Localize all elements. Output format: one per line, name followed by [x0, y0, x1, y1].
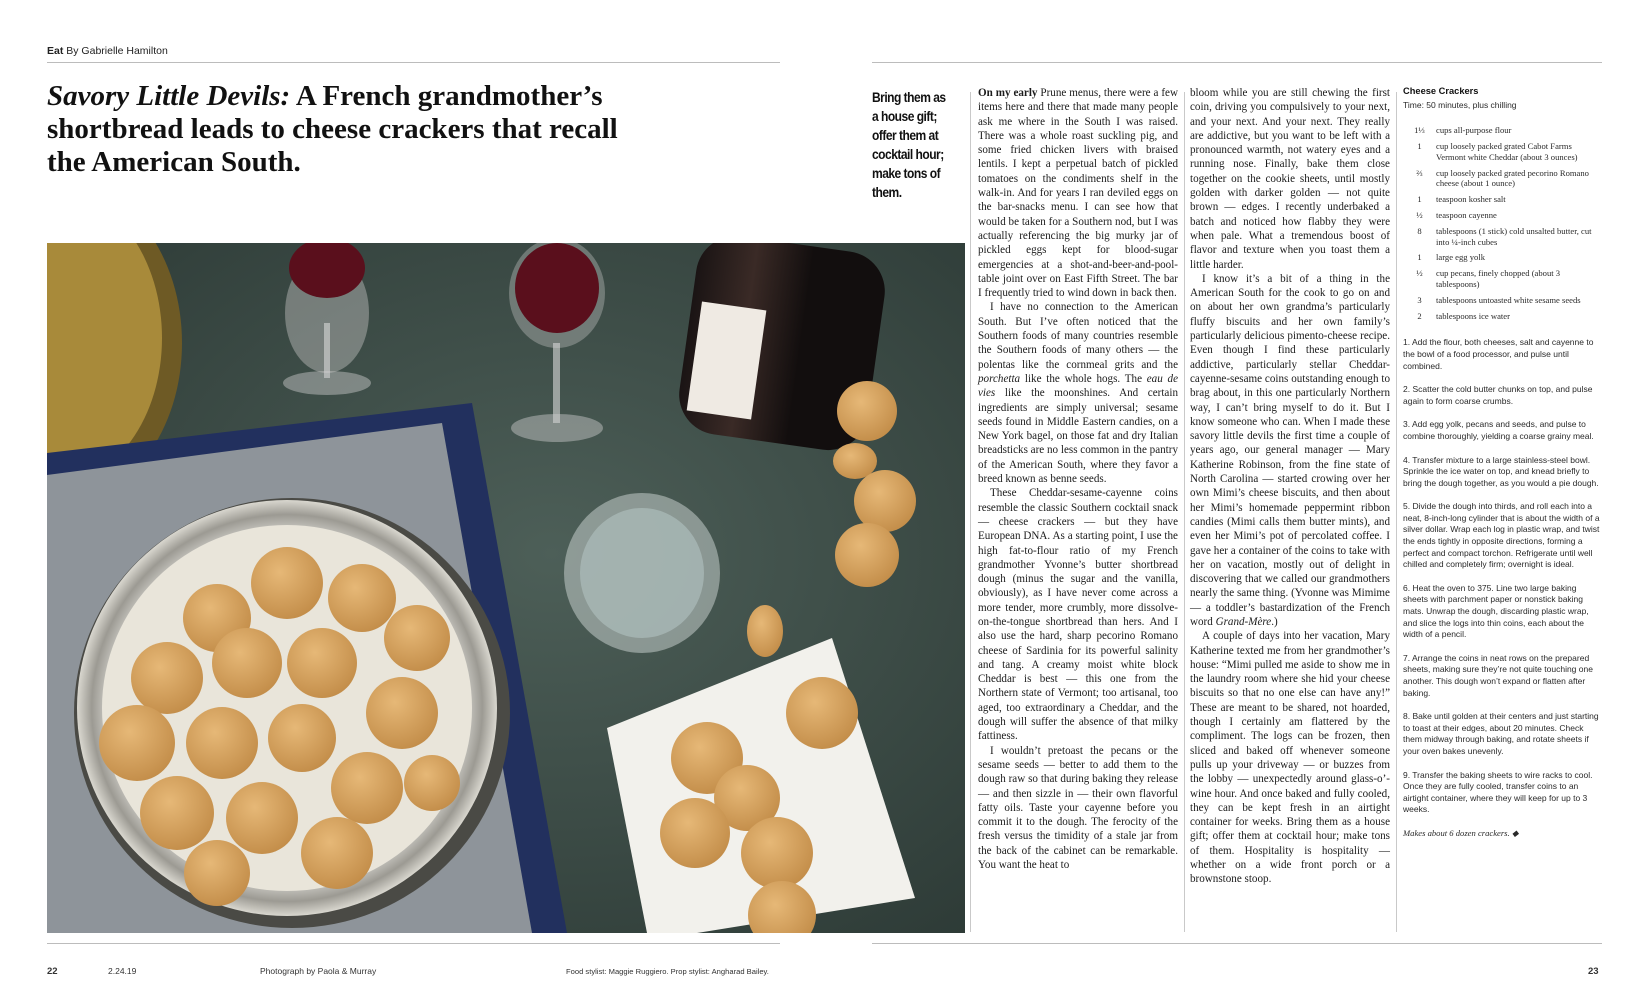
- article-paragraph: I wouldn’t pretoast the pecans or the sesame seeds — better to add them to the dough raw so that during baking they release — and then sizzle in — their own flavorful fatty oils. Taste your cayenne before you commit it to the dough. The ferocity of the fresh versus the timidity of a stale jar from the back of the cabinet can be remarkable. You want the heat to: [978, 744, 1178, 872]
- ingredient-item: 8 tablespoons (1 stick) cold unsalted butter, cut into ¼-inch cubes: [1417, 225, 1592, 247]
- left-page-number: 22: [47, 966, 58, 977]
- right-footer-rule: [872, 943, 1602, 944]
- recipe-step: 1. Add the flour, both cheeses, salt and cayenne to the bowl of a food processor, and pulse until combined.: [1403, 337, 1594, 371]
- byline: By Gabrielle Hamilton: [66, 45, 168, 57]
- pull-quote: Bring them as a house gift; offer them at cocktail hour; make tons of them.: [872, 89, 946, 200]
- lead-in: On my early: [978, 87, 1038, 99]
- recipe-step: 5. Divide the dough into thirds, and roll each into a neat, 8-inch-long cylinder that is about the width of a silver dollar. Wrap each log in plastic wrap, and twist the ends tightly in opposite directions, forming a perfect and compact torchon. Refrigerate until well chilled and completely firm; overnight is ideal.: [1403, 501, 1600, 570]
- ingredient-item: 1 large egg yolk: [1417, 252, 1486, 263]
- left-footer-rule: [47, 943, 780, 944]
- article-paragraph: On my early Prune menus, there were a few items here and there that made many people ask me where in the South I was raised. There was a whole roast suckling pig, and some fried chicken livers with braised lentils. I kept a perpetual batch of pickled tomatoes on the condiments shelf in the walk-in. And for years I ran deviled eggs on the bar-snacks menu. I can see how that would be taken for a Southern nod, but I was actually referencing the big murky jar of pickled eggs kept for blood-sugar emergencies at a shot-and-beer-and-pool-table joint over on East Fifth Street. The bar I frequently tried to wind down in back then.: [978, 87, 1178, 300]
- stylist-credit: Food stylist: Maggie Ruggiero. Prop stylist: Angharad Bailey.: [566, 967, 769, 976]
- ingredient-item: 1⅓ cups all-purpose flour: [1414, 125, 1512, 136]
- ingredient-item: 1 cup loosely packed grated Cabot Farms Vermont white Cheddar (about 3 ounces): [1417, 140, 1578, 162]
- recipe-step: 4. Transfer mixture to a large stainless-steel bowl. Sprinkle the ice water on top, and knead briefly to bring the dough together, as you would a pie dough.: [1403, 454, 1599, 488]
- ingredient-item: 3 tablespoons untoasted white sesame seeds: [1417, 294, 1581, 305]
- article-paragraph: I know it’s a bit of a thing in the American South for the cook to go on and on about her own grandma’s particularly fluffy biscuits and her own family’s particularly delicious pimento-cheese recipe. Even though I find these particularly addictive, particularly stellar Cheddar-cayenne-sesame coins outstanding enough to brag about, in this one particularly Northern way, I can’t bring myself to do it. But I know someone who can. When I made these savory little devils the first time a couple of years ago, our general manager — Mary Katherine Robinson, from the fine state of North Carolina — started crowing over her own Mimi’s cheese biscuits, and then about her Mimi’s homemade peppermint ribbon candies (Mimi calls them butter mints), and even her Mimi’s pot of percolated coffee. I gave her a container of the coins to take with her on vacation, mostly out of delight in discovering that we called our grandmothers nearly the same thing. (Yvonne was Mimime — a toddler’s bastardization of the French word Grand-Mère.): [1190, 272, 1390, 628]
- recipe-title: Cheese Crackers: [1403, 86, 1479, 96]
- recipe-time: Time: 50 minutes, plus chilling: [1403, 99, 1517, 110]
- right-header-rule: [872, 62, 1602, 63]
- recipe-step: 9. Transfer the baking sheets to wire racks to cool. Once they are fully cooled, transfer coins to an airtight container, where they will keep for up to 3 weeks.: [1403, 769, 1593, 815]
- ingredient-item: ½ cup pecans, finely chopped (about 3 tablespoons): [1416, 268, 1561, 289]
- recipe-step: 8. Bake until golden at their centers and just starting to toast at their edges, about 20 minutes. Check them midway through baking, and rotate sheets if your oven bakes unevenly.: [1403, 711, 1599, 756]
- recipe-step: 6. Heat the oven to 375. Line two large baking sheets with parchment paper or nonstick baking mats. Unwrap the dough, discarding plastic wrap, and slice the logs into thin coins, each about the width of a pencil.: [1403, 582, 1589, 640]
- article-column-1: [978, 86, 1178, 872]
- headline-text: A French grandmother’s shortbread leads to cheese crackers that recall the American South.: [47, 80, 618, 178]
- headline-italic: Savory Little Devils:: [47, 80, 291, 112]
- column-divider-1: [970, 92, 971, 932]
- ingredient-item: 1 teaspoon kosher salt: [1417, 194, 1506, 205]
- ingredient-item: ⅔ cup loosely packed grated pecorino Romano cheese (about 1 ounce): [1416, 167, 1589, 189]
- article-paragraph: A couple of days into her vacation, Mary Katherine texted me from her grandmother’s house: “Mimi pulled me aside to show me in the laundry room where she hid your cheese biscuits so that no one else can have any!” These are meant to be shared, not hoarded, though I certainly am flattered by the compliment. The logs can be frozen, then sliced and baked off whenever someone pulls up your driveway — or buzzes from the lobby — unexpectedly around glass-o’-wine hour. And once baked and fully cooled, they can be kept fresh in an airtight container for weeks. Bring them as a house gift; offer them at cocktail hour; make tons of them. Hospitality is hospitality — whether on a wide front porch or a brownstone stoop.: [1190, 630, 1390, 886]
- photo-illustration: [47, 243, 965, 933]
- column-divider-3: [1396, 92, 1397, 932]
- section-name: Eat: [47, 45, 64, 57]
- right-page-number: 23: [1588, 966, 1599, 977]
- article-paragraph: These Cheddar-sesame-cayenne coins resemble the classic Southern cocktail snack — cheese crackers — but they have European DNA. As a starting point, I use the high fat-to-flour ratio of my French grandmother Yvonne’s butter shortbread dough (minus the sugar and the vanilla, obviously), as I have never come across a more tender, more crumbly, more dissolve-on-the-tongue shortbread than hers. And I also use the hard, sharp pecorino Romano cheese of Sardinia for its powerful salinity and tang. A creamy moist white block Cheddar is best — this one from the Northern state of Vermont; too artisanal, too aged, too extraordinary a Cheddar, and the dough will suffer the absence of that milky fattiness.: [978, 487, 1178, 743]
- article-paragraph: I have no connection to the American South. But I’ve often noticed that the Southern foods of many countries resemble the Southern foods of many others — the polentas like the cornmeal grits and the porchetta like the whole hogs. The eau de vies like the moonshines. And certain ingredients are simply universal; sesame seeds found in Middle Eastern candies, on a New York bagel, on those fat and dry Italian breadsticks are no less common in the pantry of the American South, where they favor a breed known as benne seeds.: [978, 301, 1178, 486]
- recipe-yield: Makes about 6 dozen crackers. ◆: [1403, 827, 1519, 838]
- recipe-step: 7. Arrange the coins in neat rows on the prepared sheets, making sure they’re not quite touching one another. This dough won’t expand or flatten after baking.: [1403, 652, 1593, 698]
- header-rule: [47, 62, 780, 63]
- section-header: [47, 45, 168, 57]
- ingredient-item: ½ teaspoon cayenne: [1416, 209, 1497, 220]
- recipe-step: 2. Scatter the cold butter chunks on top, and pulse again to form coarse crumbs.: [1403, 384, 1593, 406]
- article-paragraph: bloom while you are still chewing the first coin, driving you compulsively to your next, and your next. And your next. They really are addictive, but you want to be left with a pronounced warmth, not watery eyes and a running nose. Finally, bake them close together on the cookie sheets, until mostly golden with darker golden — not quite brown — edges. I recently underbaked a batch and noticed how flabby they were when pale. What a tremendous boost of flavor and texture when you toast them a little harder.: [1190, 87, 1390, 271]
- ingredient-list: [1403, 125, 1603, 321]
- photo-credit: Photograph by Paola & Murray: [260, 966, 377, 976]
- food-photograph: [47, 243, 965, 933]
- recipe-box: [1403, 86, 1603, 840]
- column-divider-2: [1184, 92, 1185, 932]
- issue-date: 2.24.19: [108, 966, 137, 976]
- recipe-step: 3. Add egg yolk, pecans and seeds, and pulse to combine thoroughly, yielding a coarse grainy meal.: [1403, 419, 1594, 441]
- headline: [47, 80, 647, 179]
- ingredient-item: 2 tablespoons ice water: [1417, 310, 1510, 321]
- article-column-2: [1190, 86, 1390, 887]
